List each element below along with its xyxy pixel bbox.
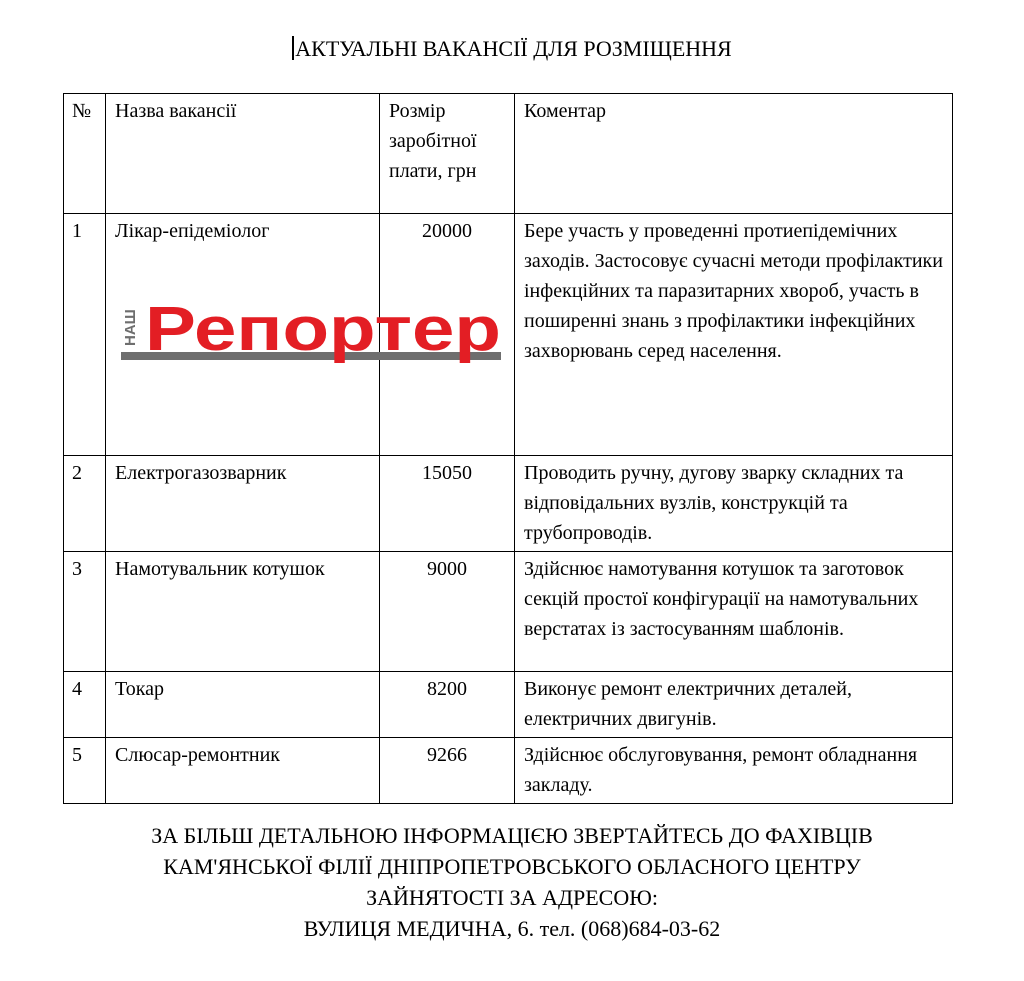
row-name: Електрогазозварник (106, 456, 380, 552)
nash-reporter-watermark-logo (121, 296, 511, 366)
contact-footer (0, 820, 1024, 944)
vacancies-table (63, 93, 953, 804)
row-num: 3 (64, 552, 106, 672)
footer-address-phone: ВУЛИЦЯ МЕДИЧНА, 6. тел. (068)684-03-62 (303, 916, 721, 941)
row-comment: Проводить ручну, дугову зварку складних та відповідальних вузлів, конструкцій та трубопроводів. (515, 456, 953, 552)
table-row (64, 552, 953, 672)
row-comment: Здійснює обслуговування, ремонт обладнання закладу. (515, 738, 953, 804)
row-salary: 15050 (380, 456, 515, 552)
table-row (64, 456, 953, 552)
row-name: Лікар-епідеміолог (115, 220, 270, 242)
row-name: Токар (106, 672, 380, 738)
logo-prefix: НАШ (122, 309, 139, 346)
row-comment: Бере участь у проведенні протиепідемічних заходів. Застосовує сучасні методи профілактики інфекційних та паразитарних хвороб, участь в поширенні знань з профілактики інфекційних захворювань серед населення. (515, 214, 953, 456)
table-row (64, 672, 953, 738)
row-name: Намотувальник котушок (106, 552, 380, 672)
row-num: 5 (64, 738, 106, 804)
table-row (64, 214, 953, 456)
row-num: 2 (64, 456, 106, 552)
footer-line: КАМ'ЯНСЬКОЇ ФІЛІЇ ДНІПРОПЕТРОВСЬКОГО ОБЛАСНОГО ЦЕНТРУ (163, 854, 861, 879)
row-comment: Здійснює намотування котушок та заготовок секцій простої конфігурації на намотувальних верстатах із застосуванням шаблонів. (515, 552, 953, 672)
row-name: Слюсар-ремонтник (106, 738, 380, 804)
header-comment: Коментар (515, 94, 953, 214)
header-num: № (64, 94, 106, 214)
table-row (64, 738, 953, 804)
row-num: 4 (64, 672, 106, 738)
row-comment: Виконує ремонт електричних деталей, електричних двигунів. (515, 672, 953, 738)
row-salary: 9000 (380, 552, 515, 672)
logo-word: Репортер (145, 296, 501, 364)
row-salary: 20000 (380, 214, 515, 456)
row-num: 1 (64, 214, 106, 456)
footer-line: ЗАЙНЯТОСТІ ЗА АДРЕСОЮ: (366, 885, 658, 910)
header-name: Назва вакансії (106, 94, 380, 214)
document-title (0, 33, 1024, 65)
footer-line: ЗА БІЛЬШ ДЕТАЛЬНОЮ ІНФОРМАЦІЄЮ ЗВЕРТАЙТЕСЬ ДО ФАХІВЦІВ (151, 823, 873, 848)
document-title-text: АКТУАЛЬНІ ВАКАНСІЇ ДЛЯ РОЗМІЩЕННЯ (295, 36, 732, 61)
table-header-row (64, 94, 953, 214)
header-salary: Розмір заробітної плати, грн (380, 94, 515, 214)
row-salary: 9266 (380, 738, 515, 804)
text-cursor (292, 36, 294, 60)
row-salary: 8200 (380, 672, 515, 738)
